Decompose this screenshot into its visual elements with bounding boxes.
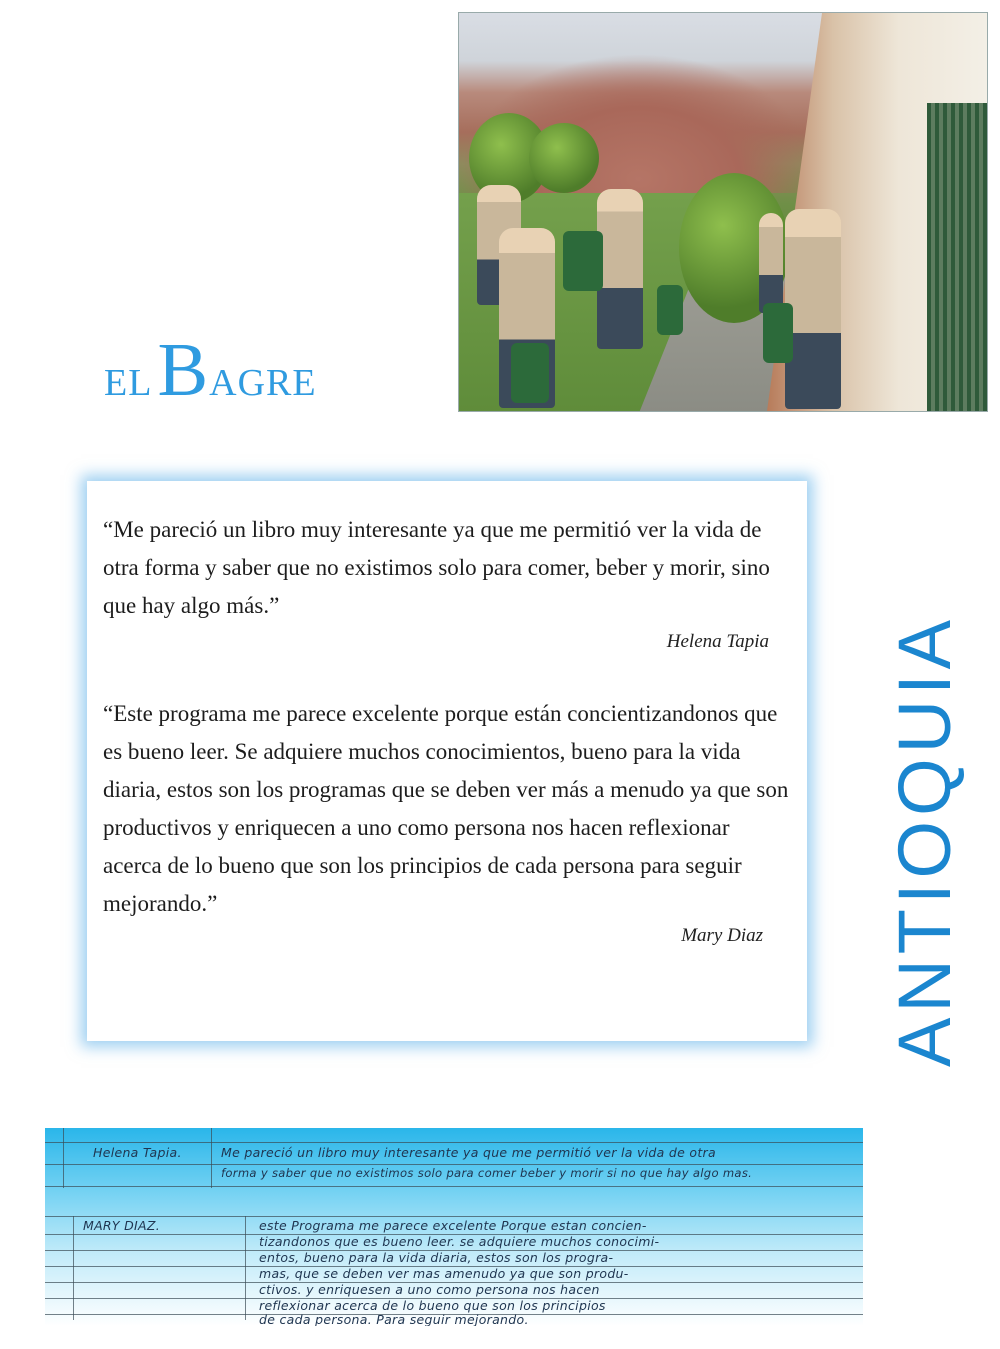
testimonial-quote: “Me pareció un libro muy interesante ya que me permitió ver la vida de otra forma y saber que no existimos solo para comer, beber y morir, sino que hay algo más.” [103, 517, 770, 618]
place-title [104, 328, 317, 412]
place-prefix: EL [104, 362, 153, 404]
place-rest: AGRE [209, 362, 317, 404]
testimonial-author: Mary Diaz [681, 925, 763, 946]
handwritten-name: Helena Tapia. [93, 1145, 182, 1160]
testimonial-author: Helena Tapia [666, 631, 769, 652]
book-bag [563, 231, 603, 291]
form-rule [45, 1186, 863, 1187]
book-bag [511, 343, 549, 403]
form-rule [45, 1216, 863, 1217]
reading-program-photo [458, 12, 988, 412]
form-column-rule [245, 1216, 246, 1320]
handwritten-line: de cada persona. Para seguir mejorando. [259, 1312, 529, 1326]
handwritten-name: MARY DIAZ. [83, 1218, 161, 1233]
handwritten-line: mas, que se deben ver mas amenudo ya que son produ- [259, 1266, 629, 1281]
place-initial: B [157, 328, 210, 412]
form-rule [45, 1142, 863, 1143]
book-bag [657, 285, 683, 335]
testimonials-box [87, 481, 807, 1041]
handwritten-line: reflexionar acerca de lo bueno que son los principios [259, 1298, 606, 1313]
volunteer [759, 213, 783, 313]
handwritten-line: tizandonos que es bueno leer. se adquiere muchos conocimi- [259, 1234, 660, 1249]
form-rule [45, 1164, 863, 1165]
handwritten-line: forma y saber que no existimos solo para comer beber y morir si no que hay algo mas. [221, 1166, 753, 1180]
volunteer [597, 189, 643, 349]
book-bag [763, 303, 793, 363]
green-fence [927, 103, 987, 411]
testimonial-quote: “Este programa me parece excelente porque están concientizandonos que es bueno leer. Se adquiere muchos conocimientos, bueno para la vida diaria, estos son los programas que se deben ver más a menudo ya que son productivos y enriquecen a uno como persona nos hacen reflexionar acerca de lo bueno que son los principios de cada persona para seguir mejorando.” [103, 701, 789, 916]
region-title: ANTIOQUIA [883, 614, 966, 1067]
tree [529, 123, 599, 193]
form-column-rule [211, 1128, 212, 1188]
handwritten-line: entos, bueno para la vida diaria, estos son los progra- [259, 1250, 614, 1265]
handwritten-line: ctivos. y enriquesen a uno como persona nos hacen [259, 1282, 600, 1297]
handwritten-form-scan [45, 1128, 863, 1326]
volunteer [785, 209, 841, 409]
handwritten-line: este Programa me parece excelente Porque estan concien- [259, 1218, 647, 1233]
form-column-rule [73, 1216, 74, 1320]
handwritten-line: Me pareció un libro muy interesante ya que me permitió ver la vida de otra [221, 1145, 716, 1160]
form-column-rule [63, 1128, 64, 1188]
